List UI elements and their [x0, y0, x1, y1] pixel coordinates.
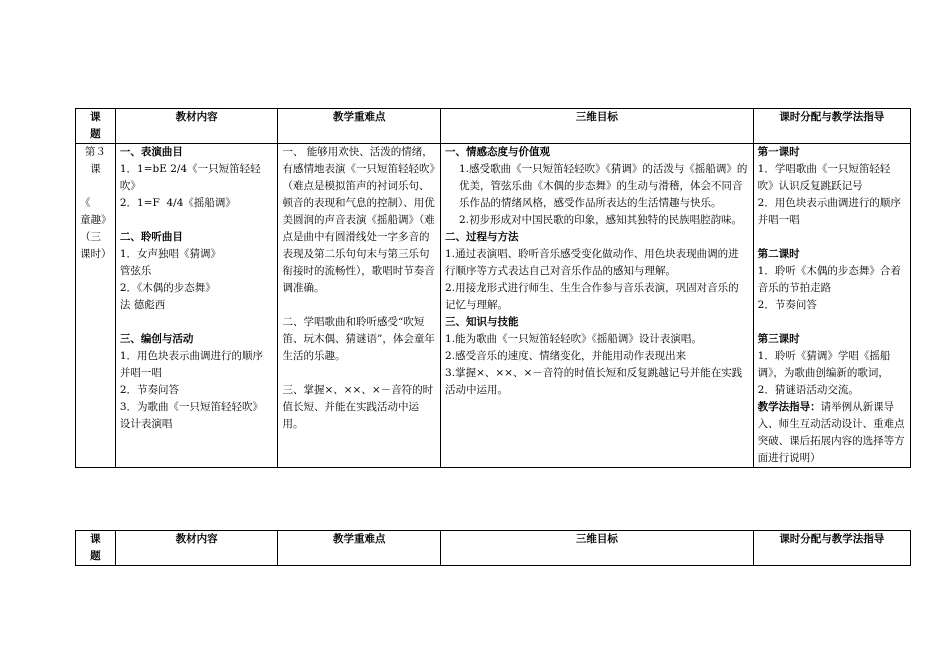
- goal-sec1-p1: 1.感受歌曲《一只短笛轻轻吹》《猜调》的活泼与《摇船调》的优美，管弦乐曲《木偶的步态舞》的生动与滑稽，体会不同音乐作品的情绪风格，感受作品所表达的生活情趣与快乐。: [459, 163, 748, 209]
- teaching-method-text: 请举例从新课导入、师生互动活动设计、重难点突破、课后拓展内容的选择等方面进行说明）: [757, 401, 905, 464]
- teaching-method: [758, 399, 906, 467]
- header-row-2: [76, 531, 911, 566]
- keypoint-2: 二、学唱歌曲和聆听感受“吹短笛、玩木偶、猜谜语”，体会童年生活的乐趣。: [282, 316, 435, 362]
- header-content: 教材内容: [115, 109, 278, 144]
- content-sec1-item2: 2．1=F 4/4《摇船调》: [119, 197, 236, 209]
- header-allocation-2: 课时分配与教学法指导: [753, 531, 910, 566]
- content-sec2-item1: 1．女声独唱《猜调》: [119, 248, 222, 260]
- allocation-hour2-item2: 2．节奏问答: [757, 299, 817, 311]
- header-goals: 三维目标: [441, 109, 754, 144]
- header-row: [76, 109, 911, 144]
- content-sec3-item3: 3．为歌曲《一只短笛轻轻吹》设计表演唱: [119, 401, 264, 430]
- lesson-plan-table-2: [75, 530, 911, 566]
- lesson-cell: [76, 144, 116, 468]
- content-cell: [115, 144, 278, 468]
- keypoint-1: 一、 能够用欢快、活泼的情绪，有感情地表演《一只短笛轻轻吹》（难点是模拟笛声的衬词乐句、顿音的表现和气息的控制）、用优美圆润的声音表演《摇船调》（难点是曲中有圆滑线处一字多音的表现及第二乐句句末与第三乐句衔接时的流畅性），歌唱时节奏音调准确。: [282, 146, 435, 294]
- header-keypoints-2: 教学重难点: [278, 531, 441, 566]
- goal-sec2-p2: 2.用接龙形式进行师生、生生合作参与音乐表演，巩固对音乐的记忆与理解。: [445, 282, 739, 311]
- content-sec2-item4: 法 德彪西: [119, 299, 166, 311]
- keypoint-3: 三、掌握×、××、×－音符的时值长短、并能在实践活动中运用。: [282, 384, 434, 430]
- content-sec1-item1: 1．1=bE 2/4《一只短笛轻轻吹》: [119, 163, 261, 192]
- content-sec3-title: 三、编创与活动: [119, 333, 194, 345]
- goals-cell: [441, 144, 754, 468]
- lesson-plan-table: [75, 108, 911, 468]
- allocation-hour3-item1: 1．聆听《猜调》学唱《摇船调》，为歌曲创编新的歌词，2．猜谜语活动交流。: [757, 350, 891, 396]
- allocation-hour2-title: 第二课时: [757, 248, 800, 260]
- teaching-method-label: 教学法指导：: [757, 401, 821, 413]
- lesson-row: [76, 144, 911, 468]
- lesson-number: 第３课: [84, 146, 106, 175]
- content-sec2-item3: 2．《木偶的步态舞》: [119, 282, 216, 294]
- header-content-2: 教材内容: [115, 531, 278, 566]
- allocation-hour1-item1: 1．学唱歌曲《一只短笛轻轻吹》认识反复跳跃记号: [757, 163, 891, 192]
- content-sec1-title: 一、表演曲目: [119, 146, 183, 158]
- header-topic-2: 课 题: [76, 531, 116, 566]
- goal-sec1-title: 一、情感态度与价值观: [445, 146, 551, 158]
- content-sec2-title: 二、聆听曲目: [119, 231, 183, 243]
- allocation-hour3-title: 第三课时: [757, 333, 800, 345]
- header-allocation: 课时分配与教学法指导: [753, 109, 910, 144]
- goal-sec3-p1: 1.能为歌曲《一只短笛轻轻吹》《摇船调》设计表演唱。: [445, 333, 702, 345]
- allocation-hour2-item1: 1．聆听《木偶的步态舞》合着音乐的节拍走路: [757, 265, 901, 294]
- header-keypoints: 教学重难点: [278, 109, 441, 144]
- goal-sec2-title: 二、过程与方法: [445, 231, 519, 243]
- content-sec3-item1: 1．用色块表示曲调进行的顺序并唱一唱: [119, 350, 264, 379]
- header-goals-2: 三维目标: [441, 531, 754, 566]
- goal-sec2-p1: 1.通过表演唱、聆听音乐感受变化做动作、用色块表现曲调的进行顺序等方式表达自己对音乐作品的感知与理解。: [445, 248, 739, 277]
- lesson-title: 《 童趣》: [80, 197, 112, 226]
- goal-sec3-title: 三、知识与技能: [445, 316, 519, 328]
- lesson-hours: （三课时）: [80, 231, 112, 260]
- goal-sec3-p3: 3.掌握×、××、×－音符的时值长短和反复跳越记号并能在实践活动中运用。: [445, 367, 743, 396]
- content-sec2-item2: 管弦乐: [119, 265, 152, 277]
- goal-sec1-p2: 2.初步形成对中国民歌的印象，感知其独特的民族唱腔韵味。: [459, 214, 743, 226]
- keypoints-cell: [278, 144, 441, 468]
- content-sec3-item2: 2．节奏问答: [119, 384, 180, 396]
- allocation-hour1-title: 第一课时: [757, 146, 800, 158]
- goal-sec3-p2: 2.感受音乐的速度、情绪变化，并能用动作表现出来: [445, 350, 687, 362]
- header-topic: 课 题: [76, 109, 116, 144]
- allocation-cell: [753, 144, 910, 468]
- allocation-hour1-item2: 2．用色块表示曲调进行的顺序并唱一唱: [757, 197, 901, 226]
